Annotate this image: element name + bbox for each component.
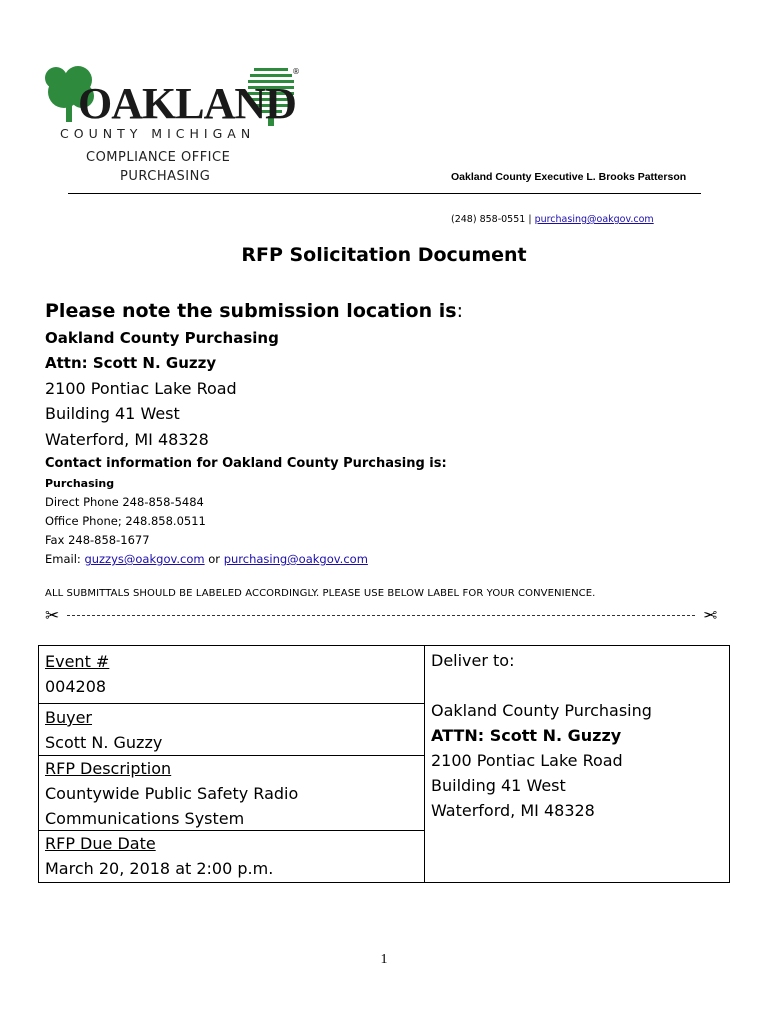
deliver-attn: ATTN: Scott N. Guzzy (431, 726, 622, 745)
label-notice: ALL SUBMITTALS SHOULD BE LABELED ACCORDINGLY. PLEASE USE BELOW LABEL FOR YOUR CONVENIENCE. (45, 588, 596, 599)
deliver-spacer (431, 673, 652, 698)
due-date-cell (39, 831, 424, 882)
description-line2: Communications System (45, 809, 245, 828)
deliver-to-label: Deliver to: (431, 651, 515, 670)
dashed-divider (67, 615, 695, 616)
description-cell (39, 756, 424, 831)
scissors-left-icon: ✂ (45, 606, 60, 626)
registered-mark: ® (292, 67, 300, 76)
logo-county-michigan: COUNTY MICHIGAN (60, 126, 256, 141)
deliver-org: Oakland County Purchasing (431, 701, 652, 720)
contact-email-or: or (208, 552, 221, 566)
submission-attn: Attn: Scott N. Guzzy (45, 354, 217, 372)
contact-office-phone: Office Phone; 248.858.0511 (45, 514, 206, 528)
page-number: 1 (380, 952, 388, 967)
contact-dept: Purchasing (45, 477, 115, 490)
buyer-label: Buyer (45, 708, 93, 727)
due-date-value: March 20, 2018 at 2:00 p.m. (45, 859, 274, 878)
deliver-street: 2100 Pontiac Lake Road (431, 751, 623, 770)
header-divider (68, 193, 701, 194)
header-phone: (248) 858-0551 | (451, 214, 532, 225)
submission-org: Oakland County Purchasing (45, 329, 279, 347)
email-purchasing-link[interactable]: purchasing@oakgov.com (223, 552, 368, 566)
contact-email-line (45, 552, 368, 566)
label-right-column (431, 648, 652, 823)
logo-compliance-office: COMPLIANCE OFFICE (86, 150, 231, 165)
description-label: RFP Description (45, 759, 172, 778)
submission-heading (45, 300, 463, 322)
submission-street: 2100 Pontiac Lake Road (45, 379, 237, 398)
deliver-city: Waterford, MI 48328 (431, 801, 595, 820)
header-email-link[interactable]: purchasing@oakgov.com (534, 214, 654, 225)
event-cell (39, 646, 424, 704)
buyer-cell (39, 704, 424, 756)
header-contact (451, 214, 654, 225)
buyer-value: Scott N. Guzzy (45, 733, 163, 752)
contact-fax: Fax 248-858-1677 (45, 533, 150, 547)
logo-wordmark: OAKLAND (78, 79, 296, 128)
contact-direct-phone: Direct Phone 248-858-5484 (45, 495, 204, 509)
document-title: RFP Solicitation Document (241, 244, 527, 266)
submission-heading-colon: : (456, 300, 463, 322)
event-value: 004208 (45, 677, 107, 696)
description-line1: Countywide Public Safety Radio (45, 784, 299, 803)
contact-heading: Contact information for Oakland County Purchasing is: (45, 456, 447, 471)
event-label: Event # (45, 652, 110, 671)
logo-purchasing: PURCHASING (120, 169, 211, 184)
cut-line (45, 606, 717, 626)
county-executive: Oakland County Executive L. Brooks Patterson (451, 171, 687, 183)
due-date-label: RFP Due Date (45, 834, 156, 853)
mailing-label-table (38, 645, 730, 883)
submission-heading-text: Please note the submission location is (45, 300, 457, 322)
scissors-right-icon: ✂ (702, 606, 717, 626)
email-guzzys-link[interactable]: guzzys@oakgov.com (84, 552, 205, 566)
contact-email-label: Email: (45, 552, 81, 566)
label-left-column (39, 646, 425, 882)
submission-building: Building 41 West (45, 404, 180, 423)
deliver-building: Building 41 West (431, 776, 566, 795)
submission-city: Waterford, MI 48328 (45, 430, 209, 449)
